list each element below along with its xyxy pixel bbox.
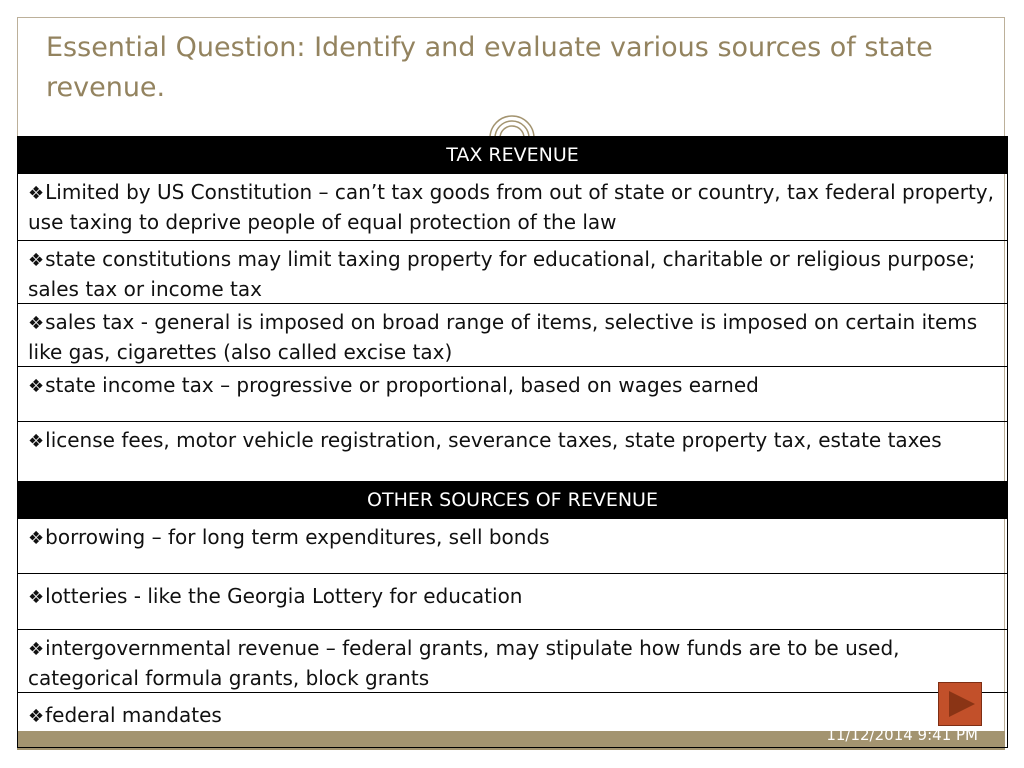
next-slide-button[interactable] <box>938 682 982 726</box>
diamond-bullet-icon: ❖ <box>28 706 45 727</box>
table-row <box>18 519 1008 574</box>
list-item <box>18 304 1008 367</box>
table-row <box>18 422 1008 482</box>
diamond-bullet-icon: ❖ <box>28 639 45 660</box>
section-header-row <box>18 482 1008 519</box>
play-triangle-icon <box>949 691 975 717</box>
diamond-bullet-icon: ❖ <box>28 528 45 549</box>
list-item <box>18 693 1008 748</box>
list-item-text: intergovernmental revenue – federal grants, may stipulate how funds are to be used, categorical formula grants, block grants <box>28 636 900 690</box>
revenue-table <box>17 136 1008 748</box>
list-item <box>18 422 1008 482</box>
list-item <box>18 241 1008 304</box>
arch-ornament-icon <box>486 114 538 138</box>
list-item-text: lotteries - like the Georgia Lottery for education <box>45 584 523 608</box>
list-item-text: borrowing – for long term expenditures, sell bonds <box>45 525 550 549</box>
list-item-text: license fees, motor vehicle registration, severance taxes, state property tax, estate taxes <box>45 428 942 452</box>
diamond-bullet-icon: ❖ <box>28 313 45 334</box>
list-item <box>18 367 1008 422</box>
list-item <box>18 174 1008 241</box>
table-row <box>18 630 1008 693</box>
section-header-tax-revenue: TAX REVENUE <box>18 137 1008 174</box>
section-header-row <box>18 137 1008 174</box>
list-item-text: Limited by US Constitution – can’t tax goods from out of state or country, tax federal property, use taxing to deprive people of equal protection of the law <box>28 180 994 234</box>
table-row <box>18 574 1008 630</box>
list-item <box>18 574 1008 630</box>
table-row <box>18 693 1008 748</box>
slide-title: Essential Question: Identify and evaluate various sources of state revenue. <box>46 32 933 103</box>
table-row <box>18 367 1008 422</box>
section-header-other-revenue: OTHER SOURCES OF REVENUE <box>18 482 1008 519</box>
list-item <box>18 630 1008 693</box>
table-row <box>18 241 1008 304</box>
list-item-text: state constitutions may limit taxing property for educational, charitable or religious purpose; sales tax or income tax <box>28 247 976 301</box>
diamond-bullet-icon: ❖ <box>28 376 45 397</box>
diamond-bullet-icon: ❖ <box>28 250 45 271</box>
list-item <box>18 519 1008 574</box>
table-row <box>18 304 1008 367</box>
list-item-text: federal mandates <box>45 703 222 727</box>
list-item-text: sales tax - general is imposed on broad range of items, selective is imposed on certain items like gas, cigarettes (also called excise tax) <box>28 310 978 364</box>
slide-date: 11/12/2014 9:41 PM <box>826 726 978 744</box>
table-row <box>18 174 1008 241</box>
list-item-text: state income tax – progressive or proportional, based on wages earned <box>45 373 759 397</box>
diamond-bullet-icon: ❖ <box>28 587 45 608</box>
diamond-bullet-icon: ❖ <box>28 431 45 452</box>
diamond-bullet-icon: ❖ <box>28 183 45 204</box>
